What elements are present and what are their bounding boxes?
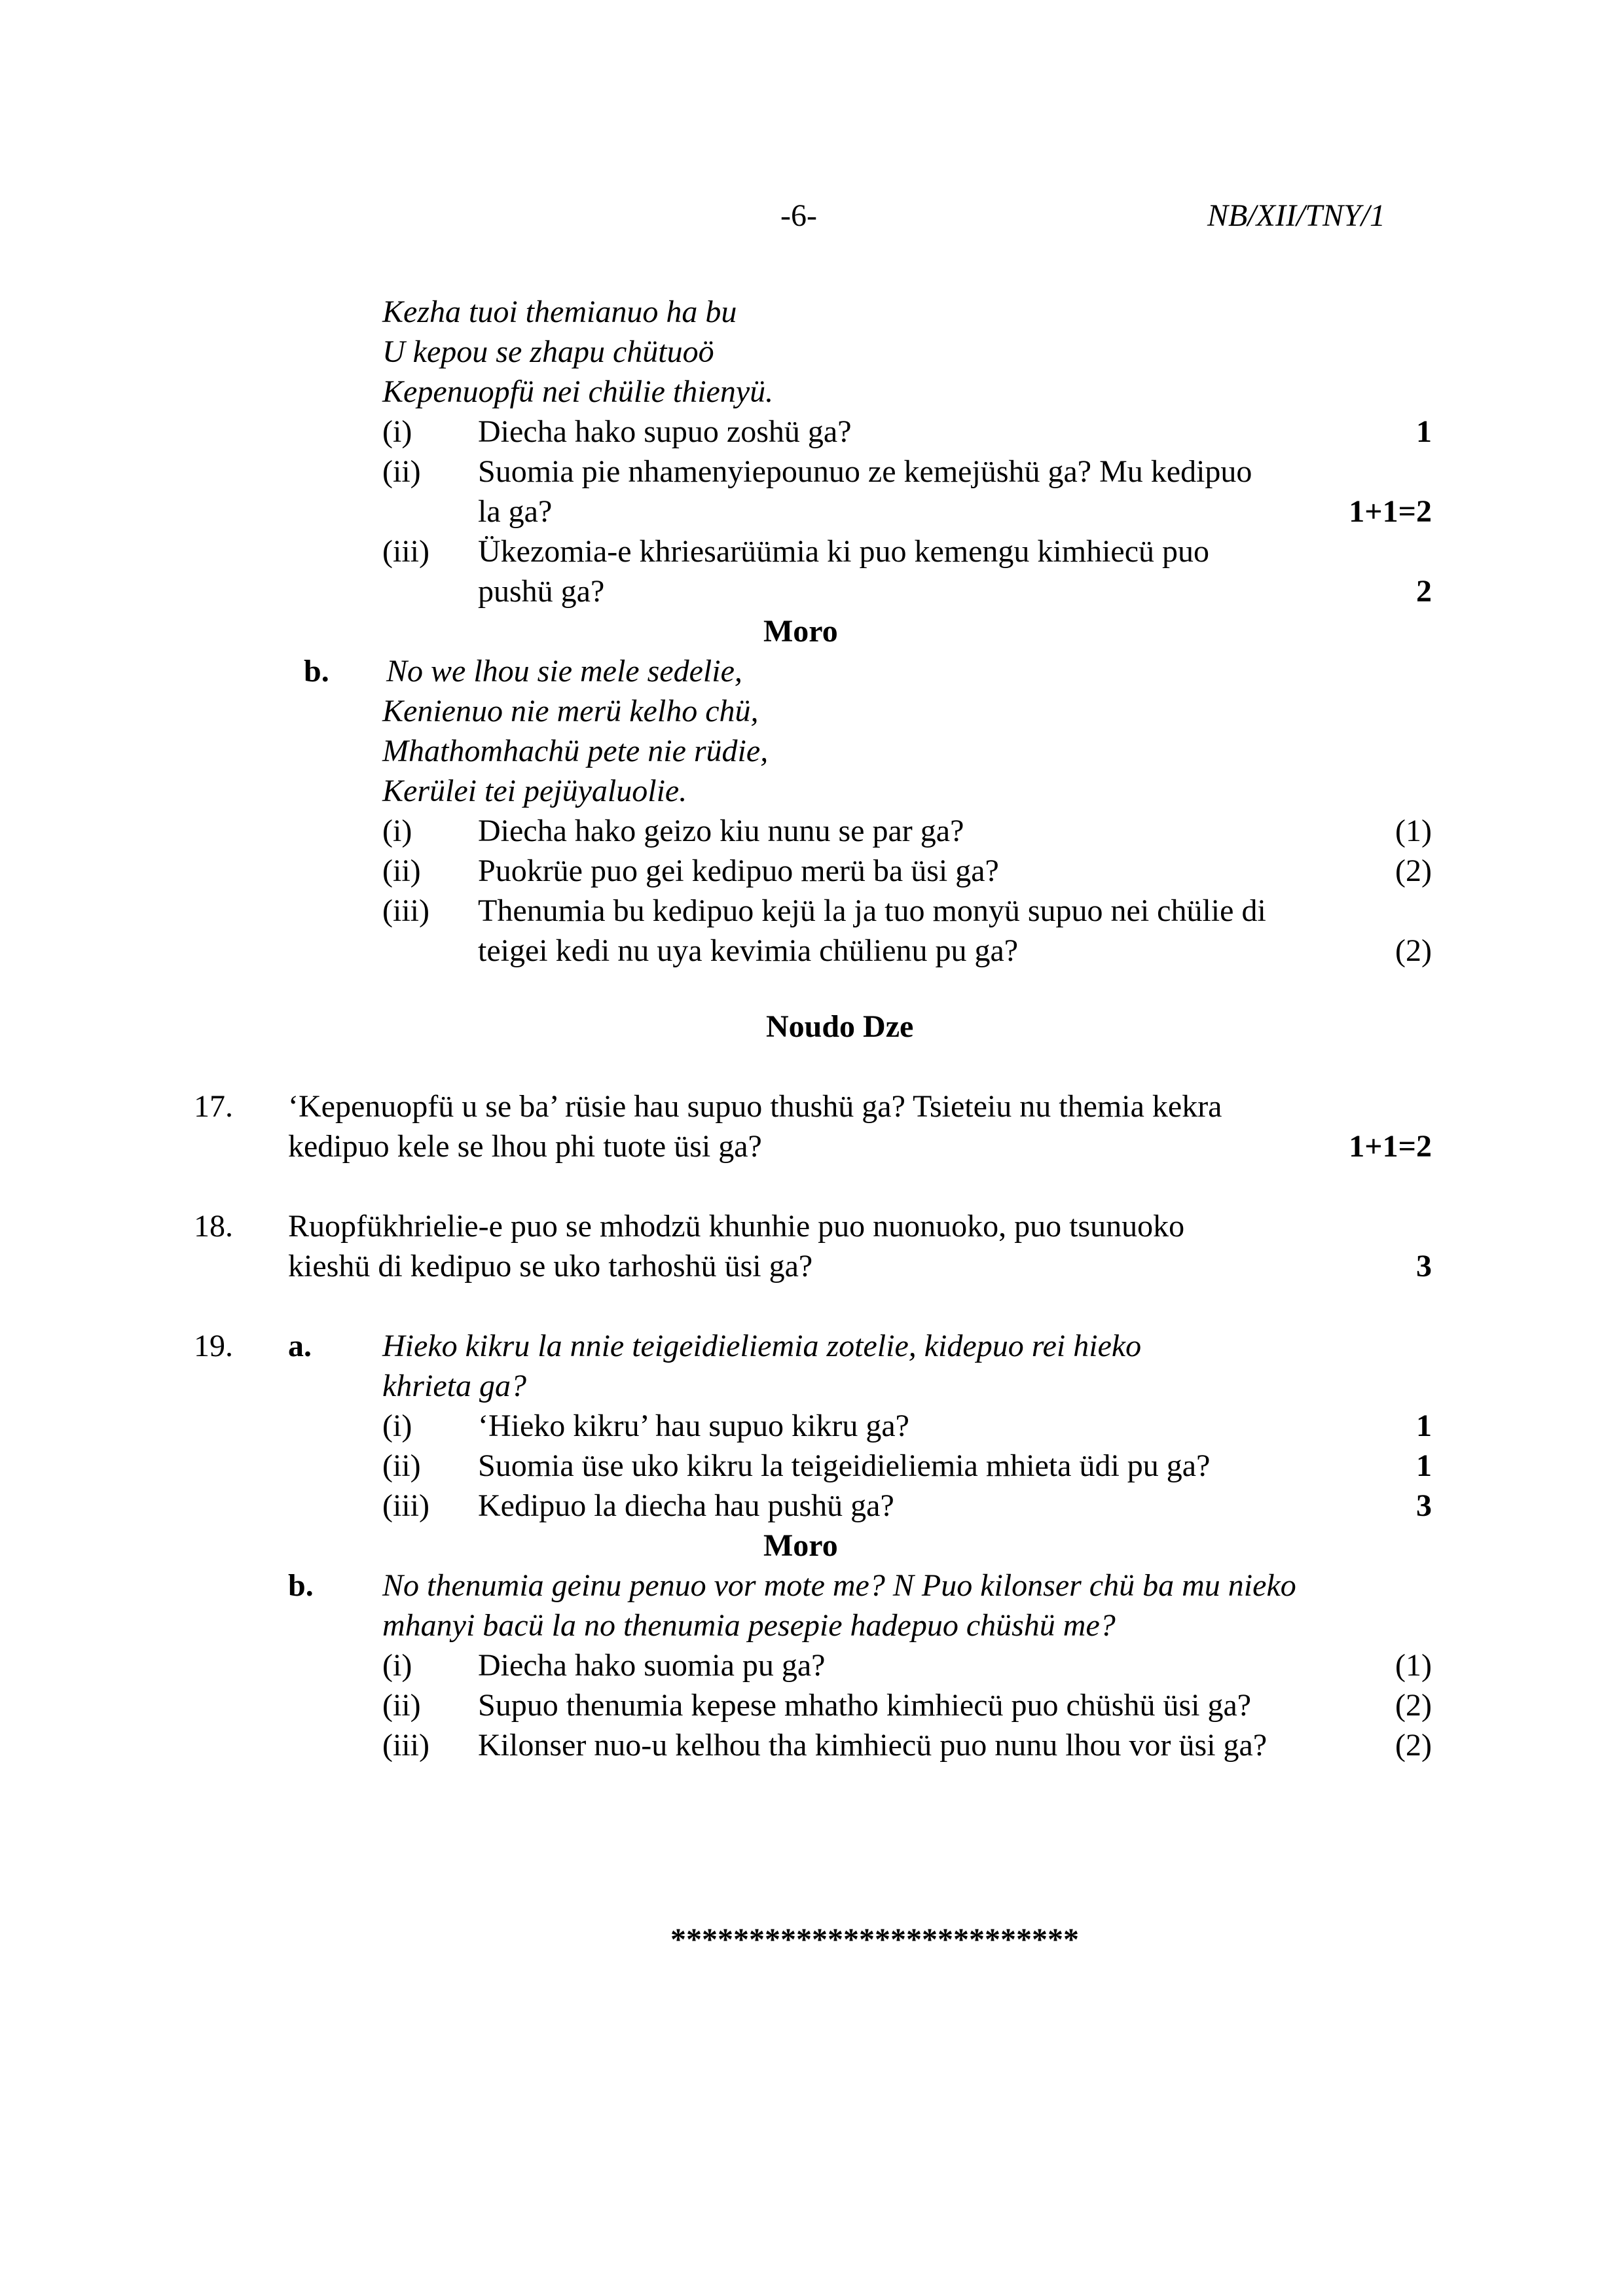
item-marks: 1 [1416, 414, 1432, 449]
item-number: (iii) [382, 893, 429, 928]
question-text: Ruopfükhrielie-e puo se mhodzü khunhie puo nuonuoko, puo tsunuoko [288, 1209, 1185, 1244]
item-marks: 3 [1416, 1488, 1432, 1523]
document-code: NB/XII/TNY/1 [1207, 198, 1386, 233]
poem-line: No we lhou sie mele sedelie, [386, 654, 742, 689]
item-text: Diecha hako geizo kiu nunu se par ga? [478, 814, 964, 848]
item-text: Puokrüe puo gei kedipuo merü ba üsi ga? [478, 853, 999, 888]
question-prompt: No thenumia geinu penuo vor mote me? N Puo kilonser chü ba mu nieko [382, 1568, 1296, 1603]
question-text: ‘Kepenuopfü u se ba’ rüsie hau supuo thushü ga? Tsieteiu nu themia kekra [288, 1089, 1222, 1124]
item-marks: (2) [1395, 853, 1432, 888]
poem-line: Kerülei tei pejüyaluolie. [382, 774, 687, 808]
item-marks: 1 [1416, 1408, 1432, 1443]
question-number: 17. [194, 1089, 233, 1124]
item-text: teigei kedi nu uya kevimia chülienu pu ga? [478, 933, 1019, 968]
question-prompt: Hieko kikru la nnie teigeidieliemia zotelie, kidepuo rei hieko [382, 1329, 1142, 1363]
end-of-paper-marker: ************************** [670, 1922, 1079, 1957]
item-text: Suomia üse uko kikru la teigeidieliemia mhieta üdi pu ga? [478, 1448, 1211, 1483]
item-text: Diecha hako suomia pu ga? [478, 1648, 826, 1683]
item-marks: (1) [1395, 1648, 1432, 1683]
item-number: (ii) [382, 1448, 421, 1483]
poem-line: Kezha tuoi themianuo ha bu [382, 295, 737, 329]
question-prompt: khrieta ga? [382, 1369, 526, 1403]
item-text: Suomia pie nhamenyiepounuo ze kemejüshü ga? Mu kedipuo [478, 454, 1252, 489]
or-divider: Moro [763, 614, 838, 649]
item-number: (iii) [382, 1728, 429, 1763]
item-text: Supuo thenumia kepese mhatho kimhiecü puo chüshü üsi ga? [478, 1688, 1252, 1723]
or-divider: Moro [763, 1528, 838, 1563]
section-title: Noudo Dze [766, 1009, 914, 1044]
item-marks: 2 [1416, 574, 1432, 609]
question-number: 18. [194, 1209, 233, 1244]
item-marks: 1 [1416, 1448, 1432, 1483]
item-marks: (2) [1395, 1728, 1432, 1763]
item-marks: (2) [1395, 1688, 1432, 1723]
question-marks: 3 [1416, 1249, 1432, 1283]
poem-line: Mhathomhachü pete nie rüdie, [382, 734, 769, 768]
item-number: (iii) [382, 534, 429, 569]
sub-question-label: a. [288, 1329, 312, 1363]
item-number: (i) [382, 1408, 412, 1443]
poem-line: Kenienuo nie merü kelho chü, [382, 694, 759, 728]
item-text: pushü ga? [478, 574, 605, 609]
question-text: kedipuo kele se lhou phi tuote üsi ga? [288, 1129, 762, 1164]
item-number: (ii) [382, 1688, 421, 1723]
item-marks: 1+1=2 [1349, 494, 1432, 529]
item-text: Kilonser nuo-u kelhou tha kimhiecü puo nunu lhou vor üsi ga? [478, 1728, 1267, 1763]
item-marks: (1) [1395, 814, 1432, 848]
item-number: (ii) [382, 853, 421, 888]
item-number: (i) [382, 414, 412, 449]
page-number: -6- [780, 198, 817, 233]
item-text: ‘Hieko kikru’ hau supuo kikru ga? [478, 1408, 909, 1443]
poem-line: Kepenuopfü nei chülie thienyü. [382, 374, 774, 409]
item-number: (i) [382, 814, 412, 848]
poem-line: U kepou se zhapu chütuoö [382, 334, 714, 369]
item-number: (i) [382, 1648, 412, 1683]
item-number: (iii) [382, 1488, 429, 1523]
question-text: kieshü di kedipuo se uko tarhoshü üsi ga? [288, 1249, 813, 1283]
question-prompt: mhanyi bacü la no thenumia pesepie hadepuo chüshü me? [382, 1608, 1116, 1643]
item-text: Ükezomia-e khriesarüümia ki puo kemengu kimhiecü puo [478, 534, 1210, 569]
item-text: Thenumia bu kedipuo kejü la ja tuo monyü supuo nei chülie di [478, 893, 1266, 928]
sub-question-label: b. [288, 1568, 314, 1603]
item-text: Diecha hako supuo zoshü ga? [478, 414, 852, 449]
item-text: Kedipuo la diecha hau pushü ga? [478, 1488, 894, 1523]
item-marks: (2) [1395, 933, 1432, 968]
item-text: la ga? [478, 494, 553, 529]
item-number: (ii) [382, 454, 421, 489]
question-number: 19. [194, 1329, 233, 1363]
sub-question-label: b. [304, 654, 329, 689]
question-marks: 1+1=2 [1349, 1129, 1432, 1164]
